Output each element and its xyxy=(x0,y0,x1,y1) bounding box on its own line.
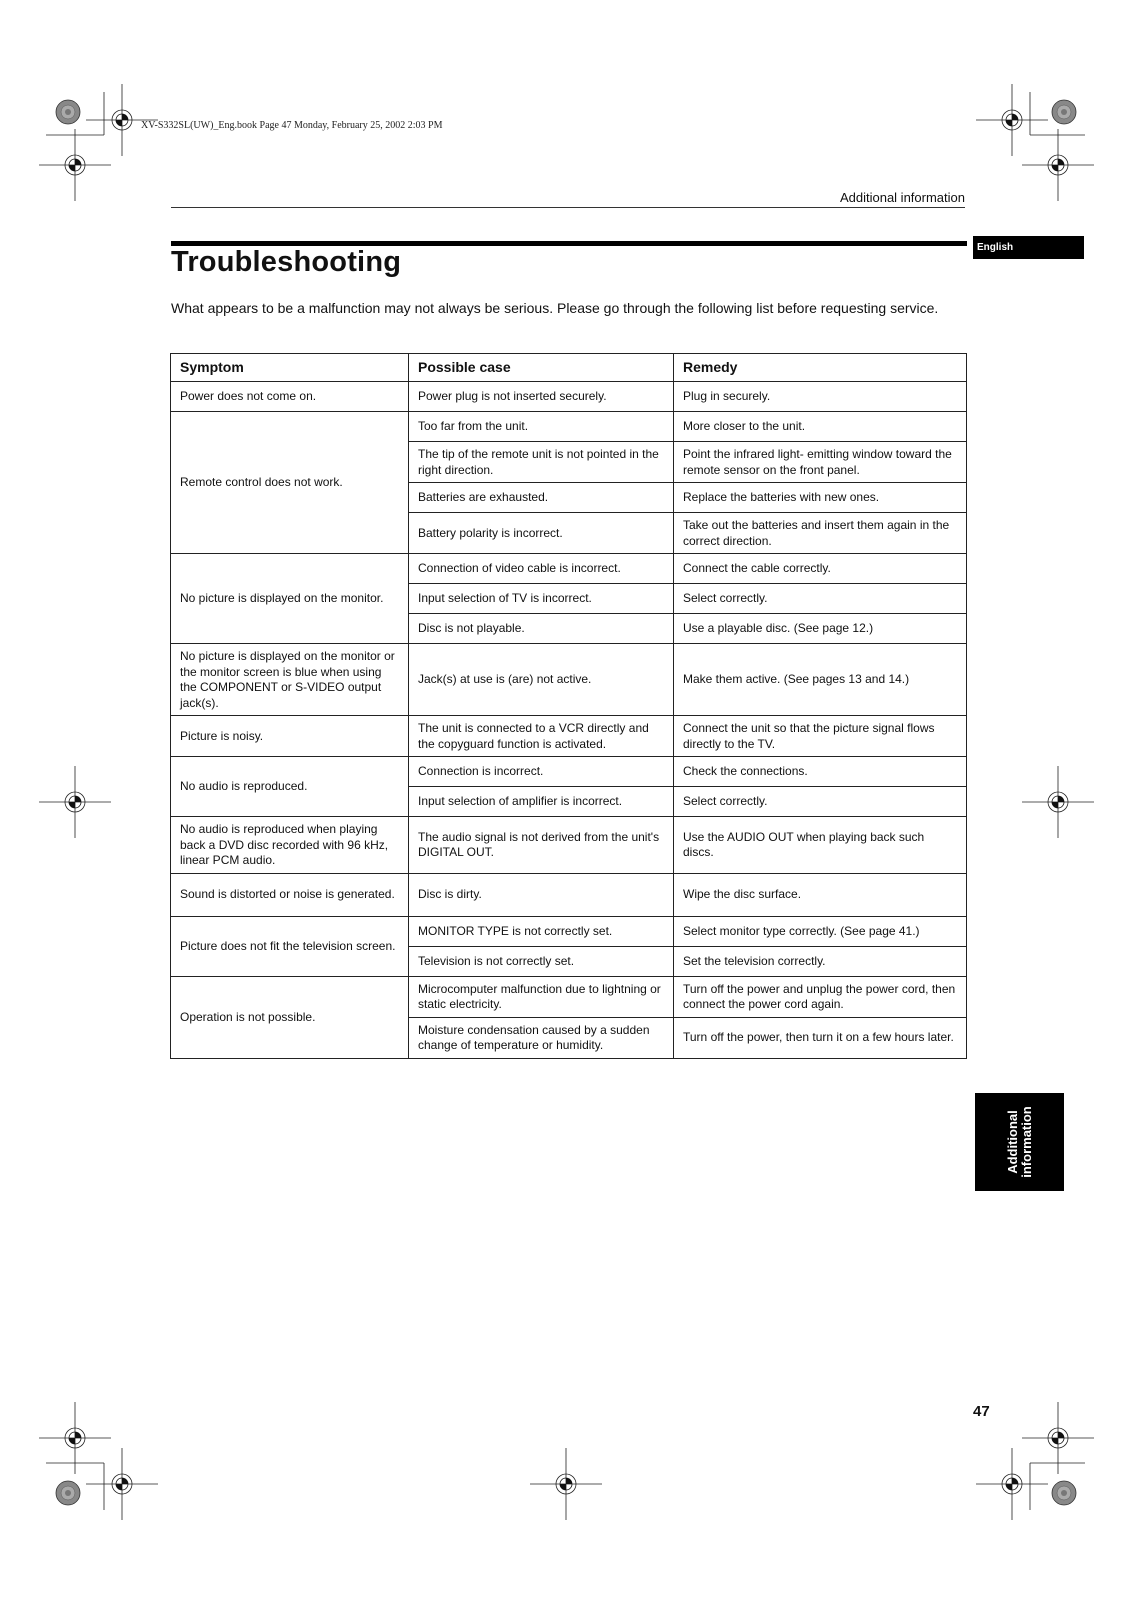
chapter-side-tab-label xyxy=(1006,1106,1034,1178)
page-number: 47 xyxy=(973,1403,990,1420)
remedy-cell: Select correctly. xyxy=(674,584,967,614)
symptom-cell: Picture does not fit the television screen. xyxy=(171,916,409,976)
troubleshooting-table xyxy=(170,353,967,1059)
remedy-cell: Use the AUDIO OUT when playing back such discs. xyxy=(674,817,967,874)
symptom-cell: Sound is distorted or noise is generated. xyxy=(171,873,409,916)
book-file-info: XV-S332SL(UW)_Eng.book Page 47 Monday, February 25, 2002 2:03 PM xyxy=(141,120,443,131)
remedy-cell: Select correctly. xyxy=(674,787,967,817)
table-header-row xyxy=(171,354,967,382)
table-row xyxy=(171,757,967,787)
cause-cell: Disc is not playable. xyxy=(409,614,674,644)
language-tab: English xyxy=(973,236,1084,259)
symptom-cell: No picture is displayed on the monitor or the monitor screen is blue when using the COMPONENT or S-VIDEO output jack(s). xyxy=(171,644,409,716)
remedy-cell: Wipe the disc surface. xyxy=(674,873,967,916)
remedy-cell: Point the infrared light- emitting window toward the remote sensor on the front panel. xyxy=(674,442,967,483)
header-rule xyxy=(171,207,965,208)
remedy-cell: More closer to the unit. xyxy=(674,412,967,442)
cause-cell: Input selection of TV is incorrect. xyxy=(409,584,674,614)
remedy-cell: Connect the cable correctly. xyxy=(674,554,967,584)
table-row xyxy=(171,382,967,412)
cause-cell: Input selection of amplifier is incorrect. xyxy=(409,787,674,817)
table-row xyxy=(171,554,967,584)
remedy-cell: Connect the unit so that the picture signal flows directly to the TV. xyxy=(674,716,967,757)
cause-cell: The tip of the remote unit is not pointed in the right direction. xyxy=(409,442,674,483)
remedy-cell: Turn off the power and unplug the power cord, then connect the power cord again. xyxy=(674,976,967,1017)
table-row xyxy=(171,817,967,874)
cause-cell: Power plug is not inserted securely. xyxy=(409,382,674,412)
cause-cell: Television is not correctly set. xyxy=(409,946,674,976)
symptom-cell: No audio is reproduced when playing back a DVD disc recorded with 96 kHz, linear PCM audio. xyxy=(171,817,409,874)
symptom-cell: No picture is displayed on the monitor. xyxy=(171,554,409,644)
remedy-cell: Set the television correctly. xyxy=(674,946,967,976)
cause-cell: Connection of video cable is incorrect. xyxy=(409,554,674,584)
cause-cell: Connection is incorrect. xyxy=(409,757,674,787)
cause-cell: The audio signal is not derived from the unit's DIGITAL OUT. xyxy=(409,817,674,874)
table-row xyxy=(171,716,967,757)
remedy-cell: Select monitor type correctly. (See page 41.) xyxy=(674,916,967,946)
side-tab-line-1: Additional xyxy=(1004,1110,1020,1174)
symptom-cell: Remote control does not work. xyxy=(171,412,409,554)
cause-cell: Disc is dirty. xyxy=(409,873,674,916)
remedy-cell: Take out the batteries and insert them again in the correct direction. xyxy=(674,513,967,554)
remedy-cell: Check the connections. xyxy=(674,757,967,787)
table-row xyxy=(171,412,967,442)
side-tab-line-2: information xyxy=(1018,1106,1034,1178)
cause-cell: Battery polarity is incorrect. xyxy=(409,513,674,554)
table-row xyxy=(171,873,967,916)
section-label: Additional information xyxy=(839,190,965,205)
symptom-cell: Picture is noisy. xyxy=(171,716,409,757)
remedy-cell: Plug in securely. xyxy=(674,382,967,412)
header-remedy: Remedy xyxy=(674,354,967,382)
remedy-cell: Use a playable disc. (See page 12.) xyxy=(674,614,967,644)
remedy-cell: Make them active. (See pages 13 and 14.) xyxy=(674,644,967,716)
table-row xyxy=(171,644,967,716)
symptom-cell: No audio is reproduced. xyxy=(171,757,409,817)
intro-paragraph: What appears to be a malfunction may not always be serious. Please go through the following list before requesting service. xyxy=(171,300,939,316)
header-symptom: Symptom xyxy=(171,354,409,382)
cause-cell: The unit is connected to a VCR directly and the copyguard function is activated. xyxy=(409,716,674,757)
cause-cell: Microcomputer malfunction due to lightning or static electricity. xyxy=(409,976,674,1017)
chapter-side-tab xyxy=(975,1093,1064,1191)
table-row xyxy=(171,916,967,946)
header-possible-case: Possible case xyxy=(409,354,674,382)
symptom-cell: Operation is not possible. xyxy=(171,976,409,1058)
remedy-cell: Turn off the power, then turn it on a few hours later. xyxy=(674,1017,967,1058)
cause-cell: Jack(s) at use is (are) not active. xyxy=(409,644,674,716)
cause-cell: MONITOR TYPE is not correctly set. xyxy=(409,916,674,946)
cause-cell: Too far from the unit. xyxy=(409,412,674,442)
page-title: Troubleshooting xyxy=(171,246,402,278)
table-row xyxy=(171,976,967,1017)
remedy-cell: Replace the batteries with new ones. xyxy=(674,483,967,513)
cause-cell: Batteries are exhausted. xyxy=(409,483,674,513)
cause-cell: Moisture condensation caused by a sudden change of temperature or humidity. xyxy=(409,1017,674,1058)
symptom-cell: Power does not come on. xyxy=(171,382,409,412)
